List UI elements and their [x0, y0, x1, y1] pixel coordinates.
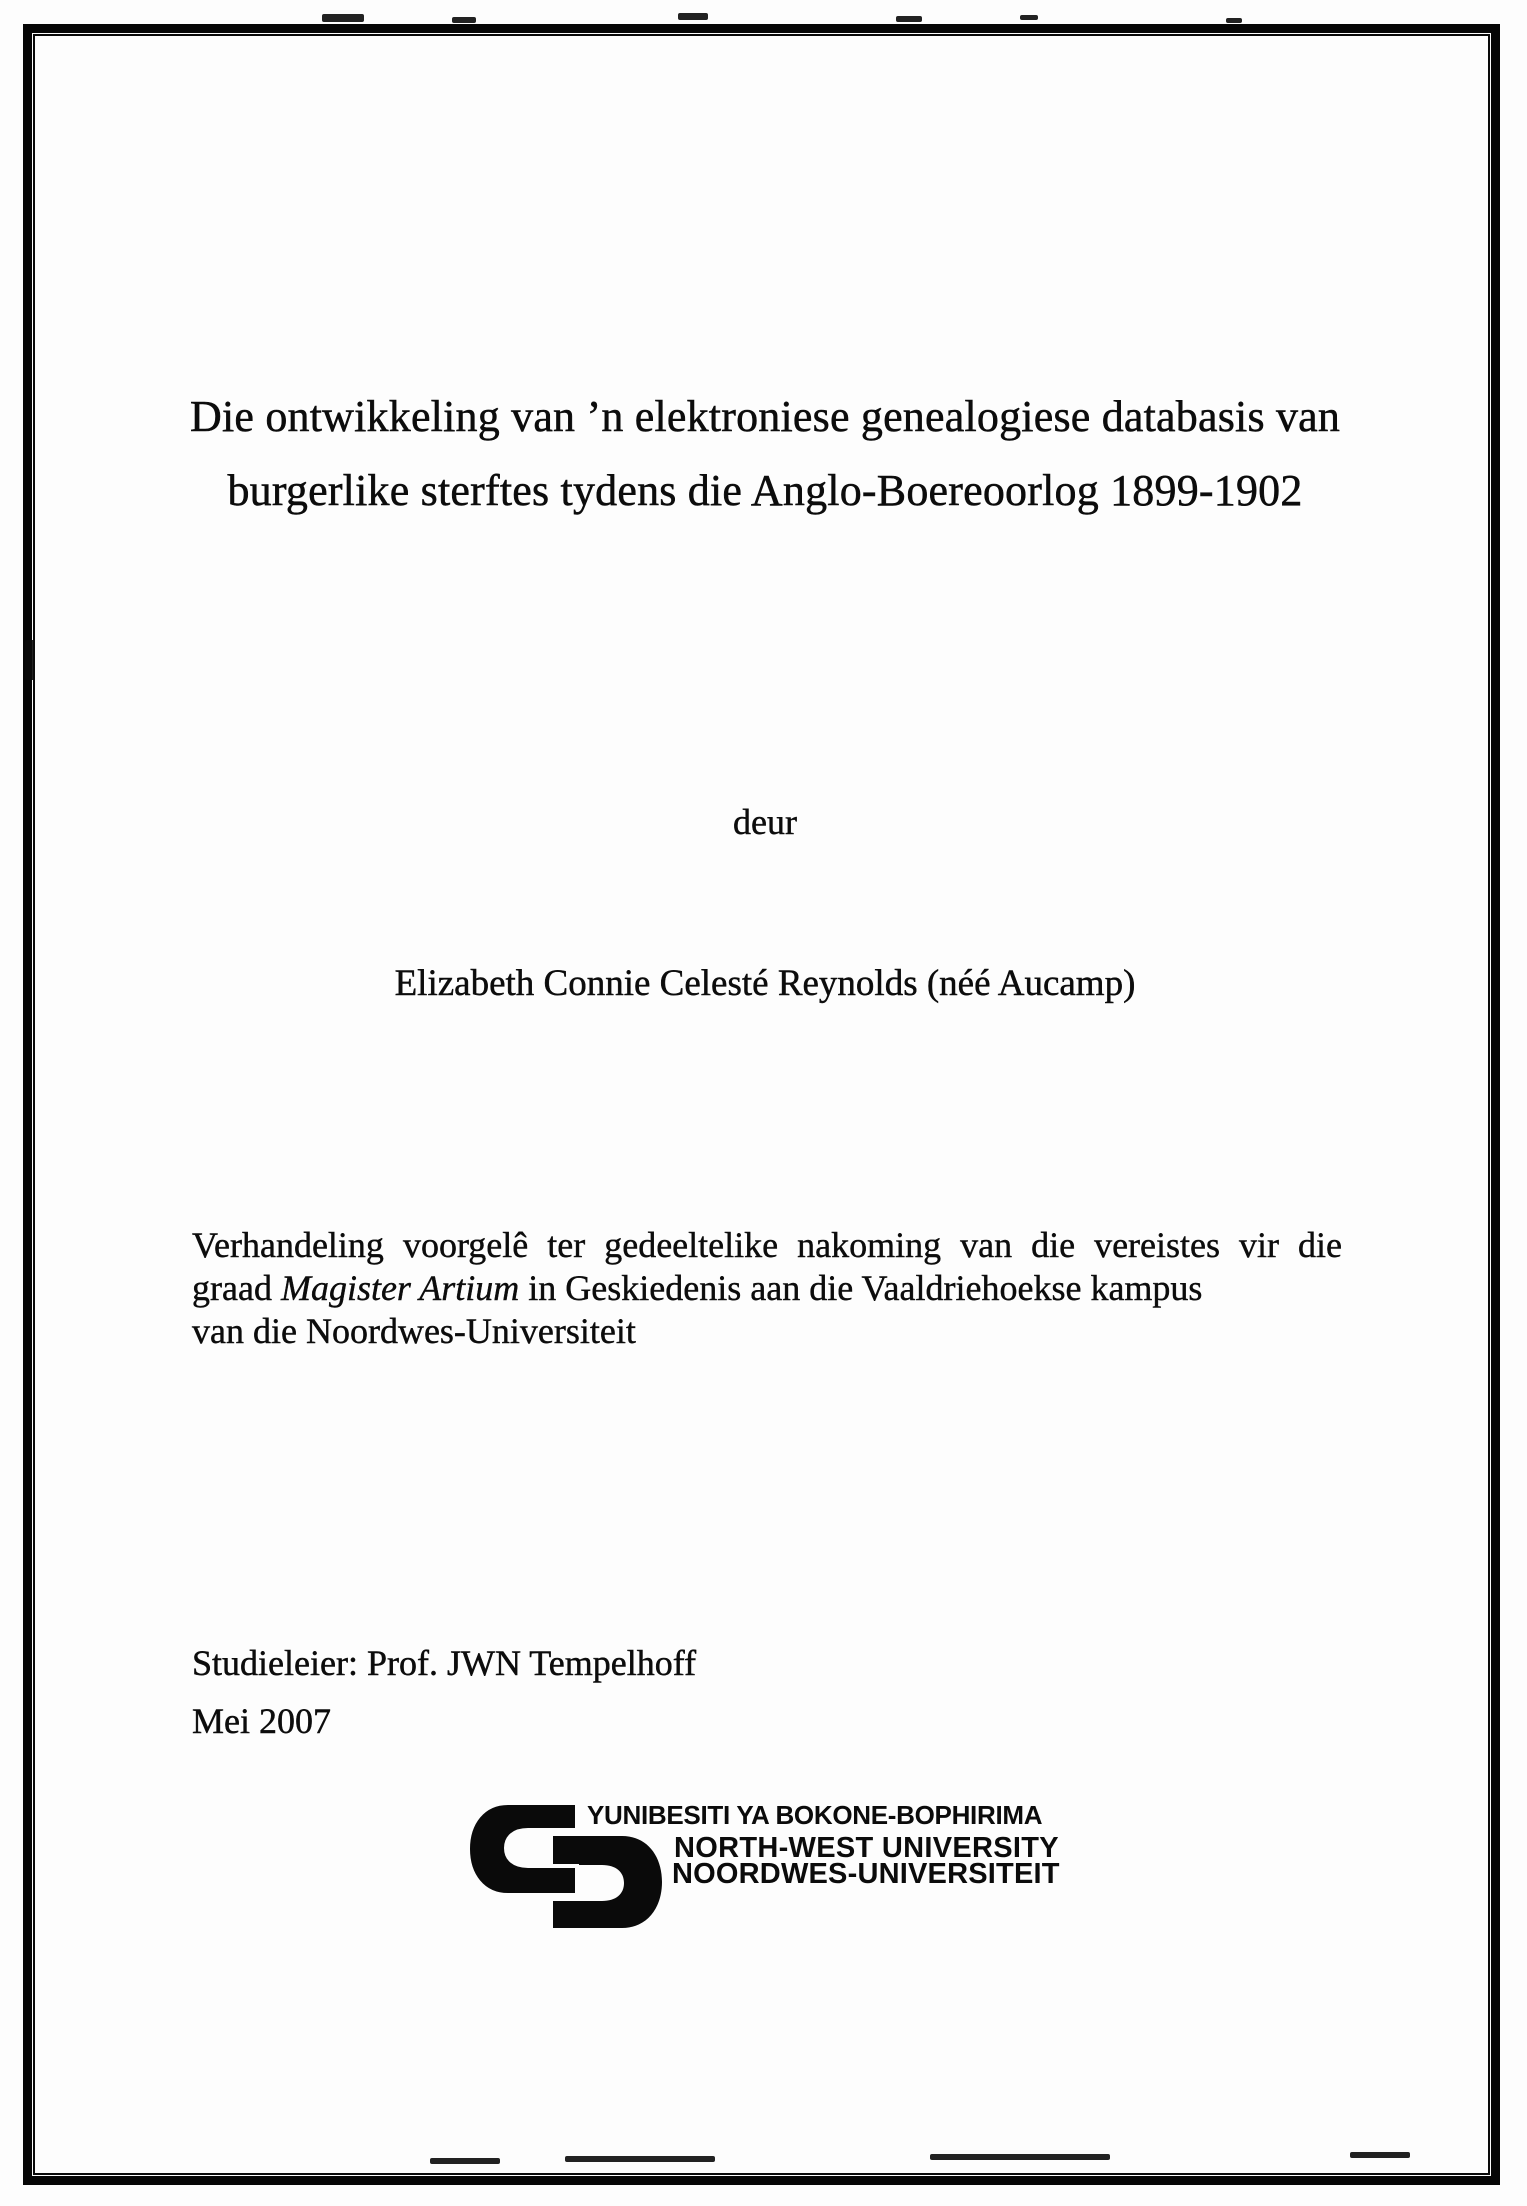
degree-statement-line2-pre: graad: [192, 1268, 281, 1308]
scan-speck: [896, 16, 922, 22]
scan-speck: [25, 640, 35, 680]
degree-statement-line1: Verhandeling voorgelê ter gedeeltelike nakoming van die vereistes vir die: [192, 1225, 1342, 1265]
degree-statement: [192, 1224, 1342, 1353]
supervisor-line: Studieleier: Prof. JWN Tempelhoff: [192, 1643, 697, 1683]
thesis-title: [190, 380, 1340, 528]
nwu-logo-text-afrikaans: NOORDWES-UNIVERSITEIT: [672, 1858, 1060, 1890]
degree-statement-line3: van die Noordwes-Universiteit: [192, 1311, 636, 1351]
author-name: Elizabeth Connie Celesté Reynolds (néé Aucamp): [394, 963, 1136, 1004]
scan-speck: [1226, 18, 1242, 23]
scan-speck: [1020, 15, 1038, 20]
supervisor-block: [192, 1634, 696, 1750]
byline-deur: deur: [733, 802, 797, 842]
nwu-logo-text-english: NORTH-WEST UNIVERSITY: [674, 1832, 1059, 1864]
thesis-title-line2: burgerlike sterftes tydens die Anglo-Boereoorlog 1899-1902: [227, 466, 1303, 515]
scan-speck: [930, 2154, 1110, 2160]
scan-speck: [565, 2156, 715, 2162]
scan-speck: [1350, 2152, 1410, 2158]
nwu-logo-text-setswana: YUNIBESITI YA BOKONE-BOPHIRIMA: [587, 1800, 1043, 1830]
date-line: Mei 2007: [192, 1701, 331, 1741]
degree-statement-line2-post: in Geskiedenis aan die Vaaldriehoekse kampus: [519, 1268, 1203, 1308]
scan-speck: [452, 17, 476, 23]
scan-speck: [430, 2158, 500, 2164]
scan-speck: [322, 14, 364, 22]
scan-speck: [678, 13, 708, 20]
degree-statement-line2: [192, 1267, 1342, 1310]
thesis-title-line1: Die ontwikkeling van ’n elektroniese genealogiese databasis van: [190, 392, 1341, 441]
degree-name-italic: Magister Artium: [280, 1268, 520, 1308]
